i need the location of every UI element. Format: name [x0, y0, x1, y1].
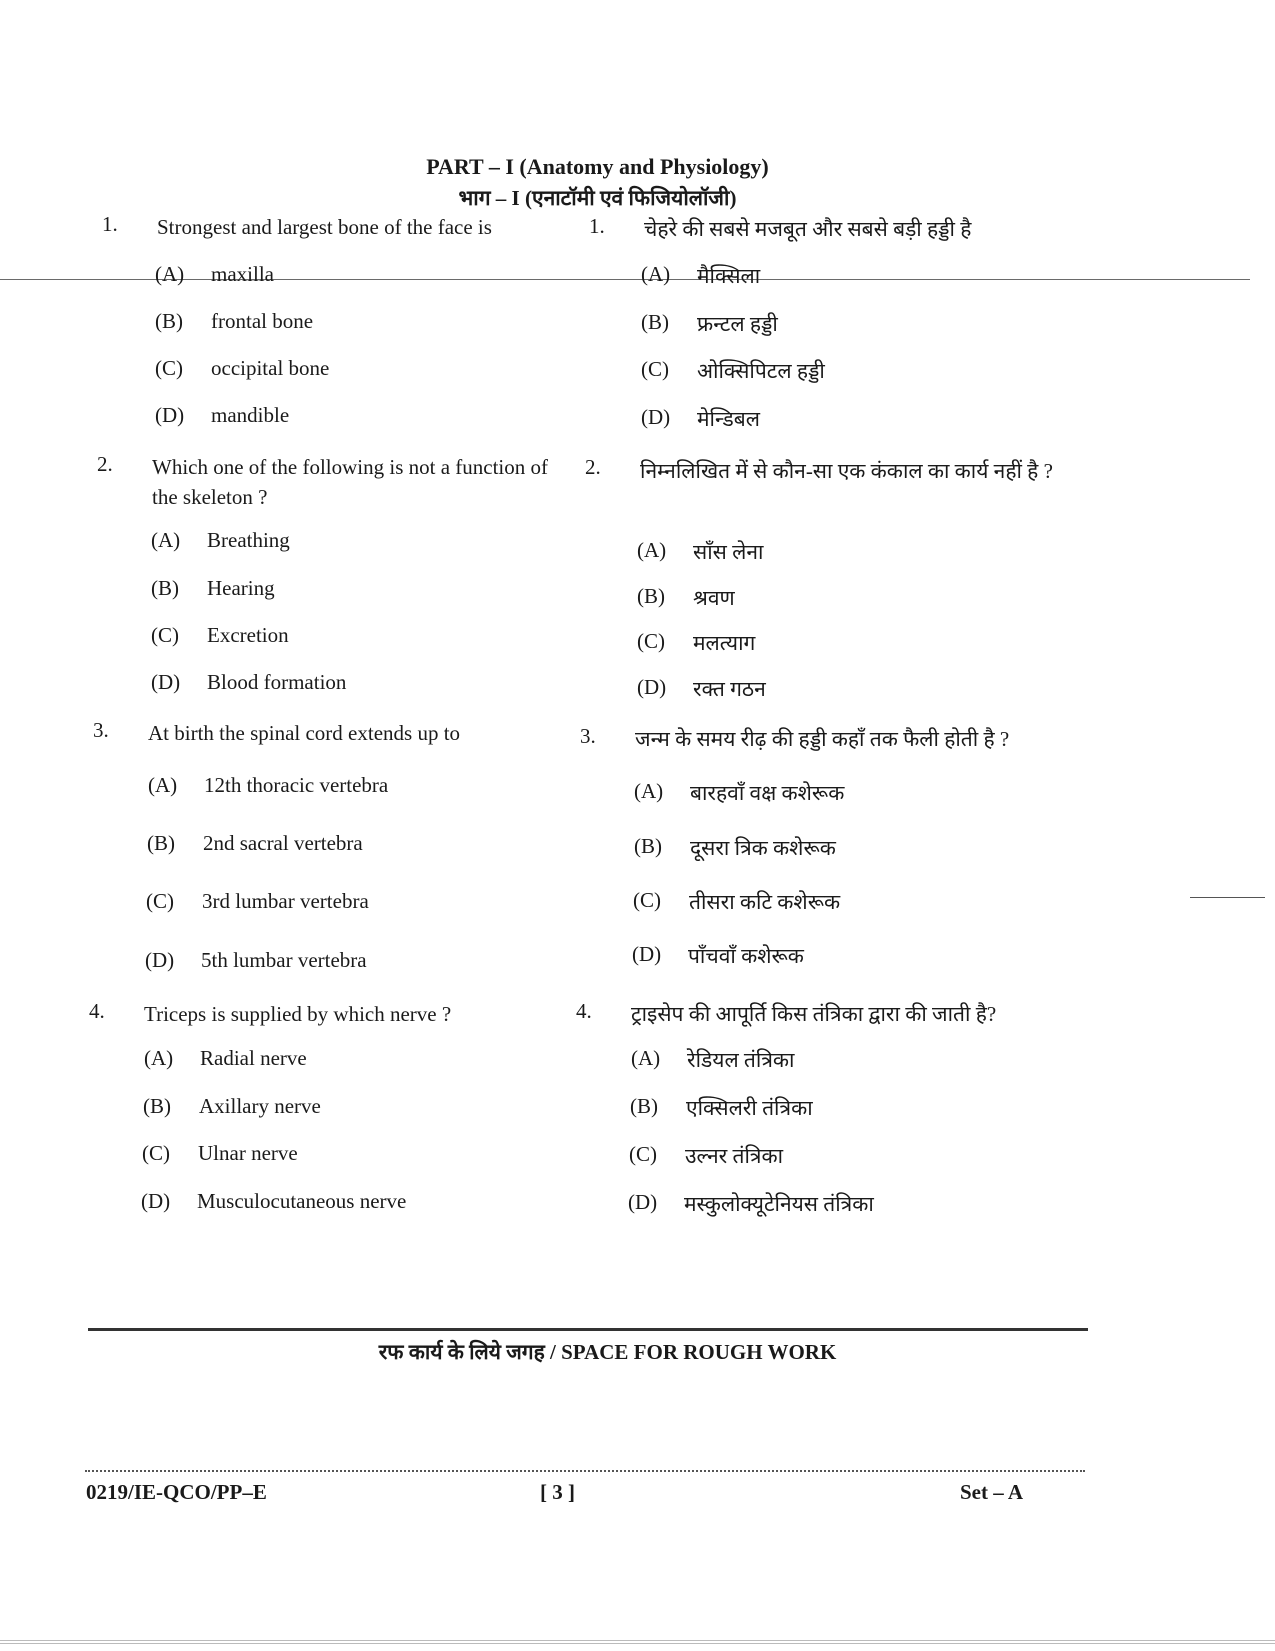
rough-work-label: रफ कार्य के लिये जगह / SPACE FOR ROUGH WORK	[378, 1340, 837, 1364]
option-label: (B)	[634, 834, 662, 858]
option-label: (C)	[633, 888, 661, 912]
option-label: (A)	[151, 528, 181, 552]
scan-artifact-line	[0, 279, 1250, 280]
option-text: रेडियल तंत्रिका	[687, 1048, 795, 1072]
option-label: (C)	[629, 1142, 657, 1166]
question-text: At birth the spinal cord extends up to	[148, 721, 461, 745]
option-text: maxilla	[211, 262, 274, 286]
option-text: मस्कुलोक्यूटेनियस तंत्रिका	[684, 1192, 874, 1216]
page-number: [ 3 ]	[540, 1480, 575, 1504]
option-label: (D)	[151, 670, 181, 694]
question-text: Triceps is supplied by which nerve ?	[144, 1002, 452, 1026]
option-text: दूसरा त्रिक कशेरूक	[690, 836, 836, 860]
option-label: (D)	[637, 675, 667, 699]
set-label: Set – A	[960, 1480, 1023, 1504]
option-text: occipital bone	[211, 356, 330, 380]
footer-dotted-divider	[85, 1470, 1085, 1474]
option-label: (D)	[141, 1189, 171, 1213]
margin-mark	[1190, 897, 1265, 898]
option-label: (B)	[637, 584, 665, 608]
section-title-hindi: भाग – I (एनाटॉमी एवं फिजियोलॉजी)	[458, 186, 737, 210]
option-text: Hearing	[207, 576, 275, 600]
option-text: तीसरा कटि कशेरूक	[689, 890, 841, 914]
option-label: (C)	[142, 1141, 170, 1165]
option-text: Axillary nerve	[199, 1094, 321, 1118]
question-number: 4.	[89, 999, 105, 1023]
option-text: मलत्याग	[693, 631, 756, 655]
option-label: (A)	[637, 538, 667, 562]
option-text: 12th thoracic vertebra	[204, 773, 389, 797]
question-number: 2.	[97, 452, 113, 476]
option-label: (D)	[641, 405, 671, 429]
option-text: Blood formation	[207, 670, 347, 694]
option-label: (C)	[151, 623, 179, 647]
option-label: (B)	[630, 1094, 658, 1118]
option-label: (A)	[634, 779, 664, 803]
option-text: Breathing	[207, 528, 290, 552]
option-label: (D)	[145, 948, 175, 972]
option-text: frontal bone	[211, 309, 314, 333]
option-text: 3rd lumbar vertebra	[202, 889, 369, 913]
option-text: पाँचवाँ कशेरूक	[688, 944, 804, 968]
option-label: (B)	[641, 310, 669, 334]
option-text: उल्नर तंत्रिका	[685, 1144, 784, 1168]
question-text: चेहरे की सबसे मजबूत और सबसे बड़ी हड्डी है	[644, 217, 972, 241]
option-text: श्रवण	[693, 586, 735, 610]
question-number: 2.	[585, 455, 601, 479]
paper-code: 0219/IE-QCO/PP–E	[86, 1480, 267, 1504]
option-label: (B)	[143, 1094, 171, 1118]
option-label: (B)	[151, 576, 179, 600]
option-label: (D)	[155, 403, 185, 427]
option-text: फ्रन्टल हड्डी	[697, 312, 778, 336]
question-number: 4.	[576, 999, 592, 1023]
question-text: Strongest and largest bone of the face is	[157, 215, 492, 239]
option-text: mandible	[211, 403, 290, 427]
option-text: ओक्सिपिटल हड्डी	[697, 359, 825, 383]
option-text: Radial nerve	[200, 1046, 307, 1070]
question-number: 1.	[589, 214, 605, 238]
question-number: 1.	[102, 212, 118, 236]
question-text: जन्म के समय रीढ़ की हड्डी कहाँ तक फैली होती है ?	[635, 727, 1010, 751]
option-label: (C)	[155, 356, 183, 380]
option-text: मेन्डिबल	[697, 407, 760, 431]
option-label: (D)	[632, 942, 662, 966]
option-label: (D)	[628, 1190, 658, 1214]
option-text: साँस लेना	[693, 540, 764, 564]
section-title-english: PART – I (Anatomy and Physiology)	[426, 154, 769, 179]
question-number: 3.	[580, 724, 596, 748]
option-label: (A)	[144, 1046, 174, 1070]
question-text: ट्राइसेप की आपूर्ति किस तंत्रिका द्वारा की जाती है?	[631, 1002, 997, 1026]
question-text: Which one of the following is not a function of the skeleton ?	[152, 455, 548, 509]
question-number: 3.	[93, 718, 109, 742]
option-label: (A)	[631, 1046, 661, 1070]
option-label: (B)	[155, 309, 183, 333]
option-label: (B)	[147, 831, 175, 855]
option-label: (C)	[637, 629, 665, 653]
option-text: 5th lumbar vertebra	[201, 948, 367, 972]
option-text: 2nd sacral vertebra	[203, 831, 363, 855]
option-text: बारहवाँ वक्ष कशेरूक	[690, 781, 845, 805]
option-text: Musculocutaneous nerve	[197, 1189, 407, 1213]
option-text: एक्सिलरी तंत्रिका	[686, 1096, 813, 1120]
question-text: निम्नलिखित में से कौन-सा एक कंकाल का कार्य नहीं है ?	[640, 459, 1053, 483]
section-header	[0, 154, 1275, 212]
option-text: Excretion	[207, 623, 289, 647]
option-text: मैक्सिला	[697, 264, 761, 288]
option-label: (A)	[155, 262, 185, 286]
option-text: रक्त गठन	[693, 677, 766, 701]
option-label: (A)	[148, 773, 178, 797]
option-label: (C)	[641, 357, 669, 381]
option-text: Ulnar nerve	[198, 1141, 298, 1165]
option-label: (C)	[146, 889, 174, 913]
scan-bottom-edge	[0, 1640, 1275, 1646]
rough-work-heading	[0, 1338, 1275, 1366]
option-label: (A)	[641, 262, 671, 286]
rough-work-divider	[88, 1328, 1088, 1331]
